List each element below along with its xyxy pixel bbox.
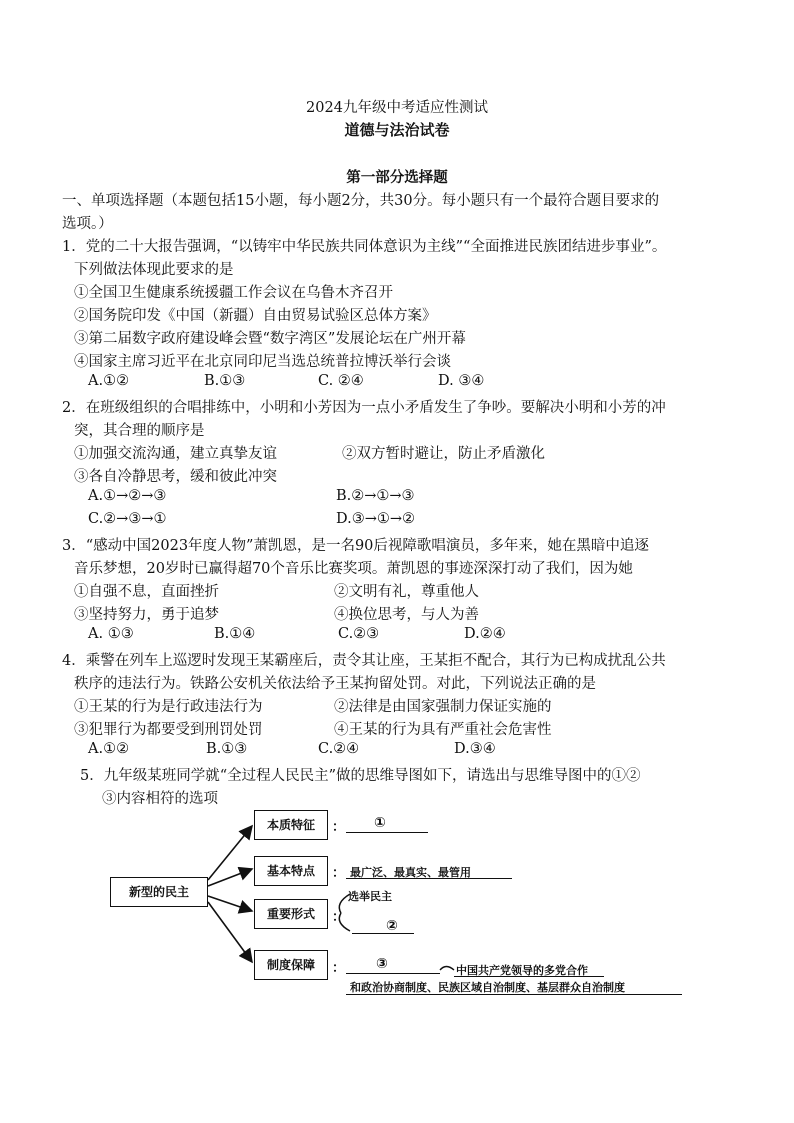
q4-option-c: C.②④	[318, 741, 360, 757]
features-text: 最广泛、最真实、最管用	[350, 866, 471, 879]
guarantee-text-line1: 中国共产党领导的多党合作	[456, 964, 588, 977]
election-democracy-text: 选举民主	[348, 890, 392, 903]
branch-forms: 重要形式	[254, 899, 328, 929]
q3-item: ③坚持努力，勇于追梦	[74, 607, 219, 623]
q4-item: ④王某的行为具有严重社会危害性	[334, 722, 552, 738]
blank-2-line	[352, 933, 414, 934]
features-underline	[346, 878, 512, 879]
part-title: 第一部分选择题	[346, 169, 448, 186]
q3-option-d: D.②④	[464, 626, 506, 642]
blank-2-marker: ②	[386, 918, 398, 934]
q1-item: ③第二届数字政府建设峰会暨“数字湾区”发展论坛在广州开幕	[74, 331, 466, 347]
q4-stem: 4．乘警在列车上巡逻时发现王某霸座后，责令其让座，王某拒不配合，其行为已构成扰乱公共	[62, 653, 666, 669]
q4-stem-cont: 秩序的违法行为。铁路公安机关依法给予王某拘留处罚。对此，下列说法正确的是	[74, 676, 596, 692]
branch-guarantee: 制度保障	[254, 950, 328, 980]
branch-features: 基本特点	[254, 856, 328, 886]
q2-option-c: C.②→③→①	[88, 511, 167, 527]
q1-option-c: C. ②④	[318, 373, 364, 389]
q4-item: ①王某的行为是行政违法行为	[74, 699, 263, 715]
q1-item: ①全国卫生健康系统援疆工作会议在乌鲁木齐召开	[74, 285, 393, 301]
q5-stem-cont: ③内容相符的选项	[102, 791, 218, 807]
q3-stem: 3．“感动中国2023年度人物”萧凯恩，是一名90后视障歌唱演员，多年来，她在黑暗中追逐	[62, 538, 649, 554]
q3-option-a: A. ①③	[88, 626, 134, 642]
q3-stem-cont: 音乐梦想，20岁时已赢得超70个音乐比赛奖项。萧凯恩的事迹深深打动了我们，因为她	[74, 561, 633, 577]
q1-stem: 1．党的二十大报告强调，“以铸牢中华民族共同体意识为主线”“全面推进民族团结进步事业”。	[62, 239, 667, 255]
guarantee-text-line2: 和政治协商制度、民族区域自治制度、基层群众自治制度	[350, 981, 625, 994]
q1-stem-cont: 下列做法体现此要求的是	[74, 262, 234, 278]
blank-1-line	[346, 832, 428, 833]
q2-item: ③各自冷静思考，缓和彼此冲突	[74, 469, 277, 485]
q4-item: ③犯罪行为都要受到刑罚处罚	[74, 722, 263, 738]
q3-option-b: B.①④	[214, 626, 256, 642]
q3-item: ④换位思考，与人为善	[334, 607, 479, 623]
q1-option-b: B.①③	[204, 373, 246, 389]
colon: ：	[332, 866, 346, 881]
q3-option-c: C.②③	[338, 626, 380, 642]
q4-option-d: D.③④	[454, 741, 496, 757]
section-instructions-cont: 选项。）	[62, 216, 113, 232]
q4-item: ②法律是由国家强制力保证实施的	[334, 699, 552, 715]
blank-3-marker: ③	[376, 956, 388, 972]
guarantee-underline-1	[454, 976, 604, 977]
q5-stem: 5．九年级某班同学就“全过程人民民主”做的思维导图如下，请选出与思维导图中的①②	[80, 768, 641, 784]
exam-subject: 道德与法治试卷	[344, 121, 450, 139]
colon: ：	[332, 910, 346, 925]
q2-stem: 2．在班级组织的合唱排练中，小明和小芳因为一点小矛盾发生了争吵。要解决小明和小芳的冲	[62, 400, 666, 416]
q2-item: ②双方暂时避让，防止矛盾激化	[342, 446, 545, 462]
q3-item: ②文明有礼，尊重他人	[334, 584, 479, 600]
q4-option-b: B.①③	[206, 741, 248, 757]
q2-option-b: B.②→①→③	[336, 488, 415, 504]
section-instructions: 一、单项选择题（本题包括15小题，每小题2分，共30分。每小题只有一个最符合题目要求的	[62, 193, 660, 209]
branch-nature: 本质特征	[254, 810, 328, 840]
q2-option-a: A.①→②→③	[88, 488, 167, 504]
q2-option-d: D.③→①→②	[336, 511, 416, 527]
q4-option-a: A.①②	[88, 741, 130, 757]
blank-3-line	[346, 973, 440, 974]
mind-map-center-node: 新型的民主	[110, 877, 208, 907]
exam-title: 2024九年级中考适应性测试	[306, 100, 488, 116]
colon: ：	[332, 820, 346, 835]
q1-item: ④国家主席习近平在北京同印尼当选总统普拉博沃举行会谈	[74, 354, 451, 370]
q1-item: ②国务院印发《中国（新疆）自由贸易试验区总体方案》	[74, 308, 437, 324]
q1-option-a: A.①②	[88, 373, 130, 389]
guarantee-underline-2	[346, 994, 682, 995]
blank-1-marker: ①	[374, 815, 386, 831]
q1-option-d: D. ③④	[438, 373, 485, 389]
q3-item: ①自强不息，直面挫折	[74, 584, 219, 600]
q2-item: ①加强交流沟通，建立真挚友谊	[74, 446, 277, 462]
q2-stem-cont: 突，其合理的顺序是	[74, 423, 205, 439]
colon: ：	[332, 961, 346, 976]
